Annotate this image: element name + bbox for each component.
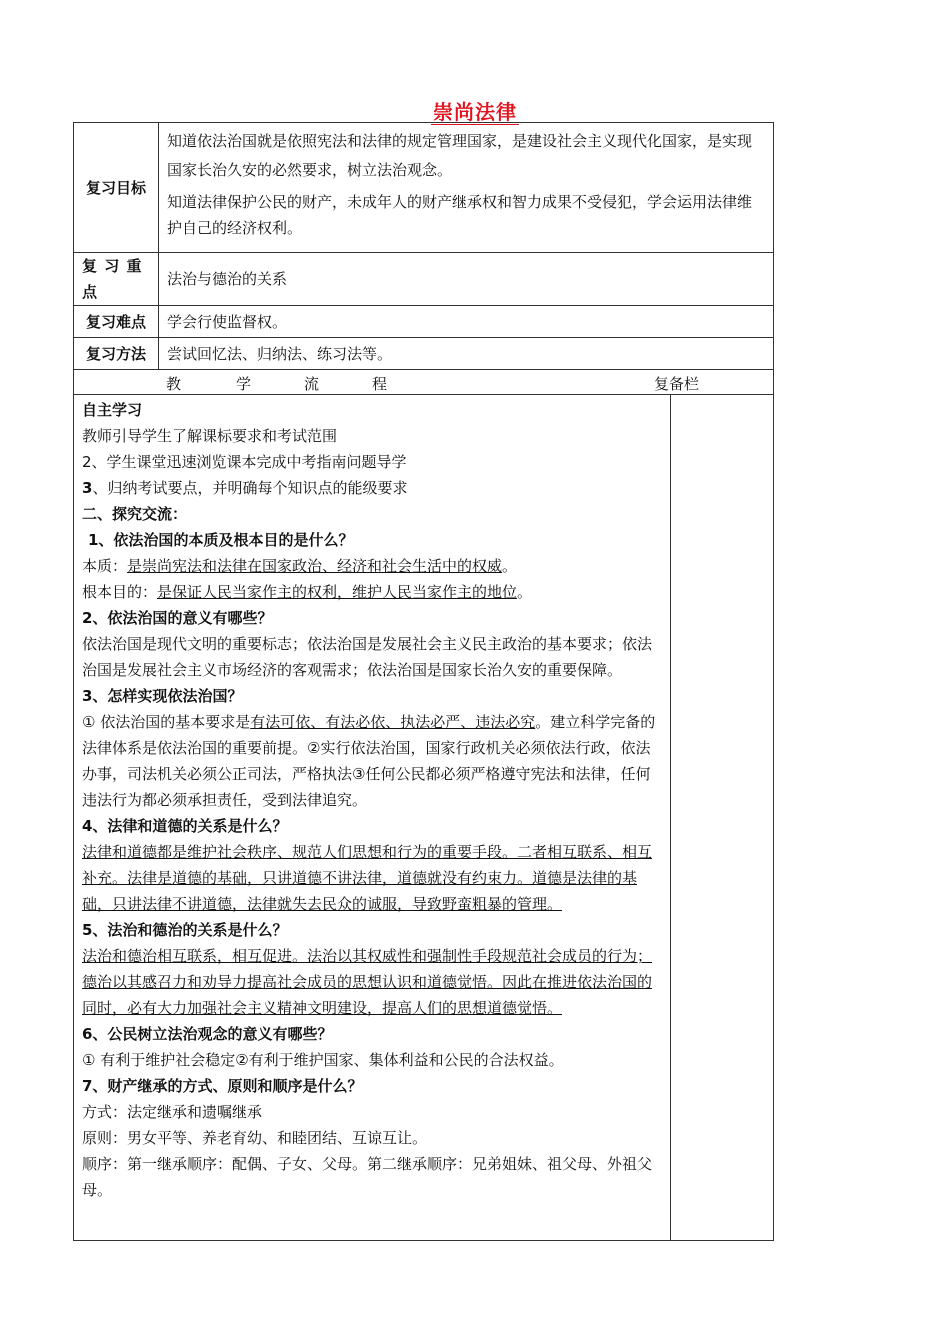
answer-1-purpose	[82, 579, 664, 605]
answer-6: ① 有利于维护社会稳定②有利于维护国家、集体利益和公民的合法权益。	[82, 1051, 564, 1069]
question-3: 3、怎样实现依法治国？	[82, 687, 243, 705]
item-3-text: 、归纳考试要点，并明确每个知识点的能级要求	[92, 479, 408, 497]
lesson-plan-table	[73, 122, 774, 1241]
answer-5: 法治和德治相互联系，相互促进。法治以其权威性和强制性手段规范社会成员的行为；德治以其感召力和劝导力提高社会成员的思想认识和道德觉悟。因此在推进依法治国的同时，必有大力加强社会主义精神文明建设，提高人们的思想道德觉悟。	[82, 947, 653, 1017]
flow-header-cell	[74, 370, 774, 395]
method-value: 尝试回忆法、归纳法、练习法等。	[159, 338, 774, 370]
answer-3	[82, 709, 664, 813]
answer-1-essence-prefix: 本质：	[82, 557, 128, 575]
question-5: 5、法治和德治的关系是什么？	[82, 921, 288, 939]
focus-row	[74, 253, 774, 306]
goal-paragraph-1: 知道依法治国就是依照宪法和法律的规定管理国家，是建设社会主义现代化国家，是实现国家长治久安的必然要求，树立法治观念。	[167, 132, 753, 179]
question-6: 6、公民树立法治观念的意义有哪些？	[82, 1025, 333, 1043]
flow-header-side-label: 复备栏	[654, 375, 700, 393]
focus-label: 复 习 重点	[74, 253, 159, 306]
difficulty-row	[74, 306, 774, 338]
content-row	[74, 395, 774, 1241]
goal-cell	[159, 123, 774, 253]
self-study-item-3	[82, 475, 664, 501]
goal-label: 复习目标	[74, 123, 159, 253]
answer-1-essence-underlined: 是崇尚宪法和法律在国家政治、经济和社会生活中的权威	[127, 557, 503, 575]
question-2: 2、依法治国的意义有哪些？	[82, 609, 273, 627]
section-2-heading: 二、探究交流：	[82, 505, 188, 523]
difficulty-value: 学会行使监督权。	[159, 306, 774, 338]
difficulty-label: 复习难点	[74, 306, 159, 338]
method-label: 复习方法	[74, 338, 159, 370]
goal-paragraph-2: 知道法律保护公民的财产，未成年人的财产继承权和智力成果不受侵犯，学会运用法律维护自己的经济权利。	[167, 193, 753, 237]
answer-3-rest: 。建立科学完备的法律体系是依法治国的重要前提。②实行依法治国，国家行政机关必须依法行政，依法办事，司法机关必须公正司法，严格执法③任何公民都必须严格遵守宪法和法律，任何违法行为都必须承担责任，受到法律追究。	[82, 713, 656, 809]
answer-1-purpose-prefix: 根本目的：	[82, 583, 158, 601]
flow-header-char-1: 教	[166, 375, 182, 393]
self-study-heading: 自主学习	[82, 401, 143, 419]
title-text: 崇尚法律	[433, 100, 517, 124]
answer-1-purpose-underlined: 是保证人民当家作主的权利，维护人民当家作主的地位	[157, 583, 518, 601]
answer-7-principle: 原则：男女平等、养老育幼、和睦团结、互谅互让。	[82, 1129, 428, 1147]
flow-header-char-2: 学	[236, 375, 252, 393]
answer-4: 法律和道德都是维护社会秩序、规范人们思想和行为的重要手段。二者相互联系、相互补充。法律是道德的基础，只讲道德不讲法律，道德就没有约束力。道德是法律的基础，只讲法律不讲道德，法律就失去民众的诚服，导致野蛮粗暴的管理。	[82, 843, 653, 913]
flow-header-char-4: 程	[372, 375, 388, 393]
revision-notes-column	[671, 395, 774, 1241]
answer-7-method: 方式：法定继承和遗嘱继承	[82, 1103, 263, 1121]
answer-1-essence-end: 。	[502, 557, 518, 575]
self-study-item-2: 2、学生课堂迅速浏览课本完成中考指南问题导学	[82, 453, 407, 471]
answer-1-purpose-end: 。	[517, 583, 533, 601]
teaching-flow-content	[74, 395, 671, 1241]
answer-1-essence	[82, 553, 664, 579]
answer-3-underlined: 有法可依、有法必依、执法必严、违法必究	[250, 713, 536, 731]
focus-value: 法治与德治的关系	[159, 253, 774, 306]
answer-2: 依法治国是现代文明的重要标志；依法治国是发展社会主义民主政治的基本要求；依法治国是发展社会主义市场经济的客观需求；依法治国是国家长治久安的重要保障。	[82, 635, 653, 679]
goal-row	[74, 123, 774, 253]
item-3-number: 3	[82, 479, 93, 497]
question-1: 1、依法治国的本质及根本目的是什么？	[88, 531, 354, 549]
page-title	[0, 96, 950, 125]
question-7: 7、财产继承的方式、原则和顺序是什么？	[82, 1077, 363, 1095]
answer-3-prefix: ① 依法治国的基本要求是	[82, 713, 251, 731]
flow-header-row	[74, 370, 774, 395]
question-4: 4、法律和道德的关系是什么？	[82, 817, 288, 835]
self-study-item-1: 教师引导学生了解课标要求和考试范围	[82, 427, 338, 445]
answer-7-order: 顺序：第一继承顺序：配偶、子女、父母。第二继承顺序：兄弟姐妹、祖父母、外祖父母。	[82, 1155, 653, 1199]
method-row	[74, 338, 774, 370]
flow-header-char-3: 流	[304, 375, 320, 393]
